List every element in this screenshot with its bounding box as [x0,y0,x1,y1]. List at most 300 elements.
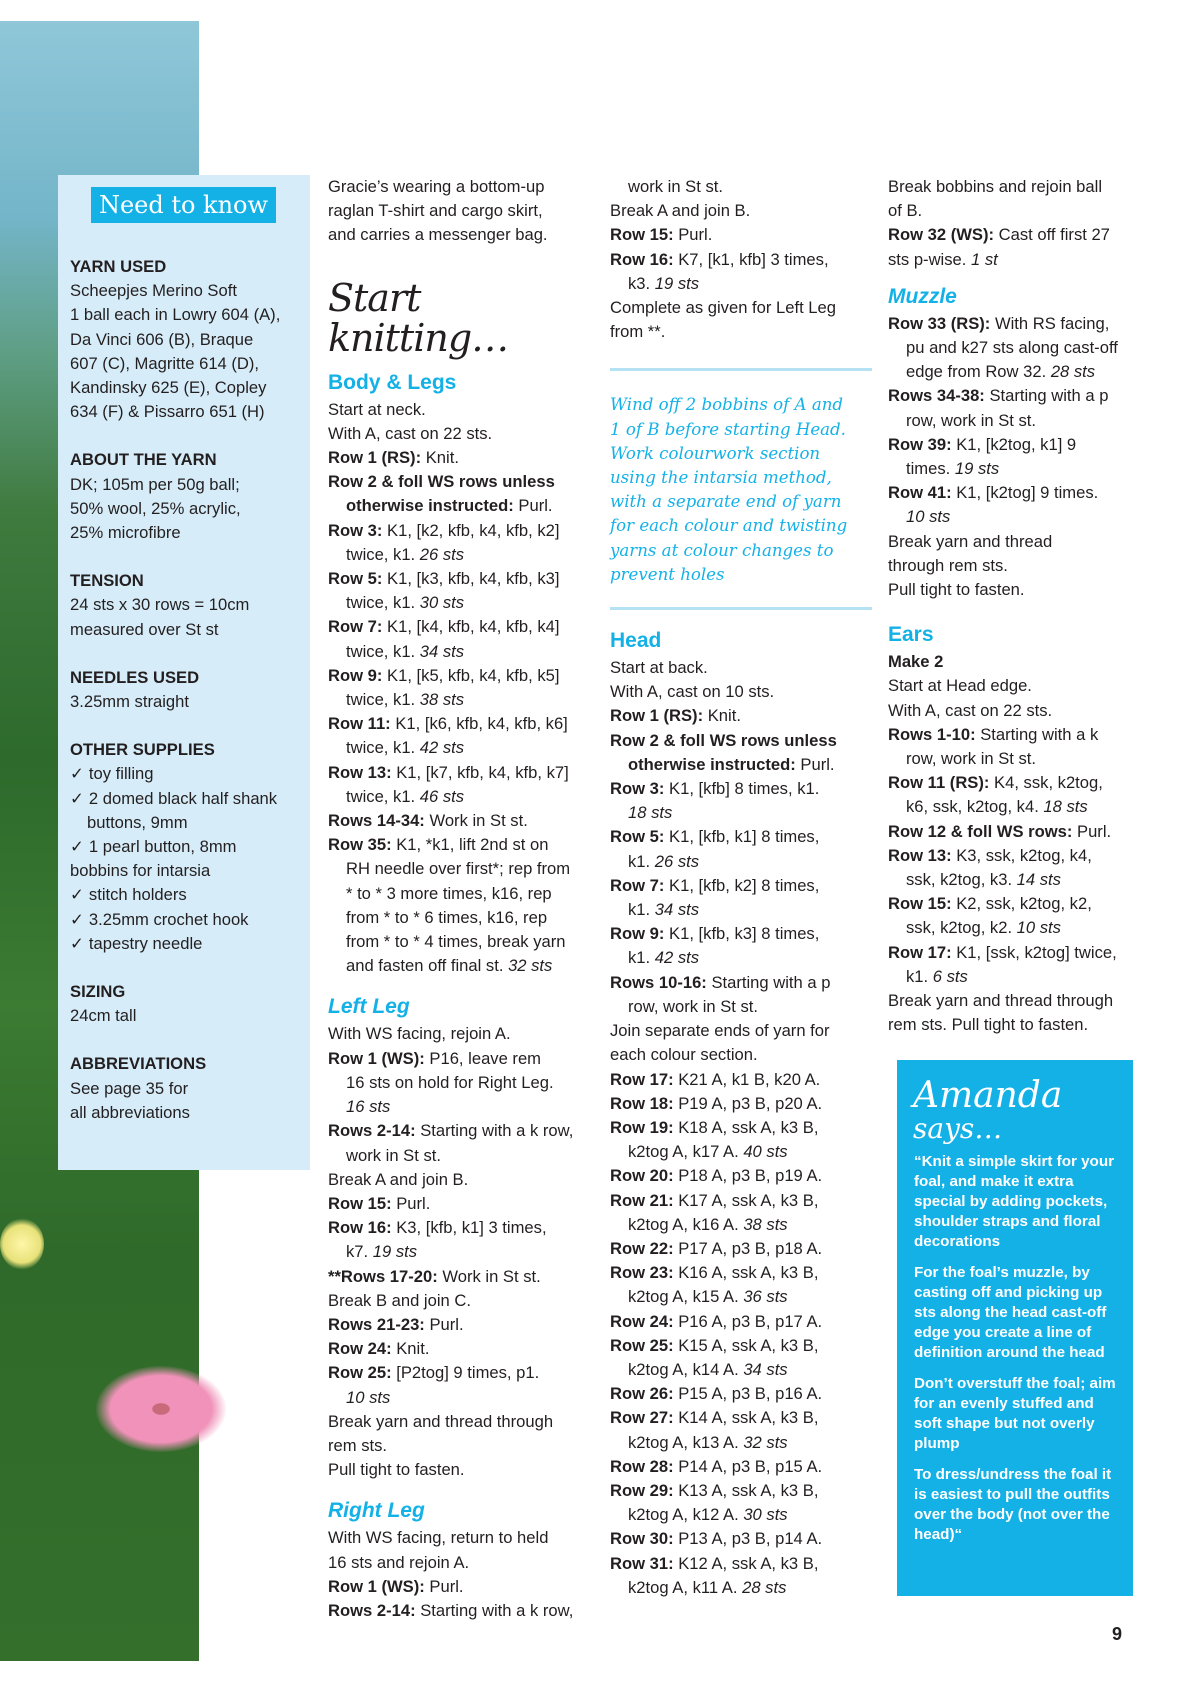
row-label: Row 13: [888,845,952,865]
row-text: twice, k1. [346,786,420,806]
row-label: Row 15: [888,894,952,914]
pattern-line: Break B and join C. [328,1290,471,1310]
stitch-count: 26 sts [654,851,700,871]
row-text: K13 A, ssk A, k3 B, [673,1480,819,1500]
row-instruction [610,1310,872,1334]
row-instruction [888,892,1150,916]
abbrev-line: See page 35 for [70,1078,189,1098]
supply-item: ✓ 2 domed black half shank [70,787,302,811]
note-line: with a separate end of yarn [610,492,842,512]
row-label: Row 15: [328,1193,392,1213]
row-cont [328,591,598,615]
tip-paragraph: For the foal’s muzzle, by casting off and picking up sts along the head cast-off edge you create a line of definition around the head [914,1264,1107,1361]
row-text: Knit. [421,448,459,468]
section-title-body-legs: Body & Legs [328,370,457,394]
row-label: Row 16: [610,249,674,269]
stitch-count: 26 sts [419,544,465,564]
row-instruction [610,1116,872,1140]
row-label: Row 5: [610,827,665,847]
row-cont [610,898,872,922]
row-text: Purl. [673,225,713,245]
row-label: otherwise instructed: [346,496,514,516]
row-text: K21 A, k1 B, k20 A. [673,1069,821,1089]
stitch-count: 19 sts [954,459,1000,479]
pattern-line: Break A and join B. [328,1169,469,1189]
section-heading: TENSION [70,571,144,591]
row-text: P17 A, p3 B, p18 A. [673,1238,823,1258]
stitch-count: 46 sts [419,786,465,806]
row-instruction [328,446,598,470]
row-cont [610,1213,872,1237]
stitch-count: 1 st [971,249,998,269]
row-text: times. [906,459,955,479]
row-cont: from * to * 6 times, k16, rep [346,907,548,927]
row-instruction [610,704,872,728]
row-instruction [610,223,872,247]
row-text: With RS facing, [990,313,1110,333]
section-title-right-leg: Right Leg [328,1499,425,1523]
row-label: Rows 10-16: [610,972,707,992]
row-label: Row 7: [328,617,383,637]
row-instruction [328,1337,598,1361]
row-instruction [610,1261,872,1285]
row-text: K1, [k6, kfb, k4, kfb, k6] [390,714,568,734]
row-text: k1. [628,948,655,968]
row-cont [888,965,1150,989]
yarn-line: 634 (F) & Pissarro 651 (H) [70,402,265,422]
pattern-line: Start at back. [610,658,708,678]
row-instruction [888,844,1150,868]
row-text: Purl. [1072,821,1112,841]
tip-paragraph: “Knit a simple skirt for your foal, and make it extra special by adding pockets, shoulder straps and floral decorations [914,1153,1115,1250]
row-instruction [328,761,598,785]
stitch-count: 42 sts [654,948,700,968]
tip-paragraph: Don’t overstuff the foal; aim for an evenly stuffed and soft shape but not overly plump [914,1375,1116,1452]
intarsia-note [610,368,872,610]
pattern-line: rem sts. Pull tight to fasten. [888,1015,1089,1035]
row-text: K1, [k5, kfb, k4, kfb, k5] [382,665,560,685]
row-cont: work in St st. [346,1145,441,1165]
row-text: K15 A, ssk A, k3 B, [673,1335,819,1355]
pattern-line: With A, cast on 10 sts. [610,682,775,702]
row-label: Row 35: [328,835,392,855]
section-heading: YARN USED [70,257,167,276]
intro-line: Gracie’s wearing a bottom-up [328,177,545,196]
row-instruction [610,777,872,801]
row-instruction [610,825,872,849]
stitch-count: 10 sts [1016,918,1061,938]
about-line: 25% microfibre [70,523,181,543]
pattern-line: Join separate ends of yarn for [610,1021,830,1041]
pattern-line: each colour section. [610,1045,758,1065]
row-label: Row 26: [610,1384,674,1404]
row-text: K1, *k1, lift 2nd st on [391,835,549,855]
row-cont: * to * 3 more times, k16, rep [346,883,552,903]
row-text: K4, ssk, k2tog, [989,773,1103,793]
row-text: K3, ssk, k2tog, k4, [951,845,1092,865]
section-title-left-leg: Left Leg [328,995,410,1019]
row-label: Row 30: [610,1529,674,1549]
section-heading: OTHER SUPPLIES [70,740,215,760]
note-line: prevent holes [610,564,725,584]
stitch-count: 18 sts [1043,797,1088,817]
row-text: K2, ssk, k2tog, k2, [951,894,1092,914]
row-label: Row 1 (WS): [328,1576,425,1596]
sizing-line: 24cm tall [70,1006,137,1026]
needles-line: 3.25mm straight [70,692,189,712]
row-text: K1, [k2tog] 9 times. [951,483,1099,503]
row-text: K1, [k3, kfb, k4, kfb, k3] [382,569,560,589]
intro-line: and carries a messenger bag. [328,225,548,245]
row-cont [888,868,1150,892]
row-cont: work in St st. [628,177,723,196]
pattern-line: Break yarn and thread through [328,1411,554,1431]
row-cont [610,1503,872,1527]
row-cont: row, work in St st. [906,749,1037,769]
row-instruction [888,723,1150,747]
row-instruction [610,971,872,995]
row-label: Row 2 & foll WS rows unless [328,472,555,492]
row-label: Row 22: [610,1238,674,1258]
row-cont [328,688,598,712]
row-text: k3. [628,273,655,293]
row-text: k1. [628,851,655,871]
row-instruction [888,820,1150,844]
yellow-flower [0,1218,44,1270]
row-label: Rows 1-10: [888,724,976,744]
row-label: Rows 21-23: [328,1314,425,1334]
stitch-count: 42 sts [419,738,465,758]
row-text: k2tog A, k17 A. [628,1142,744,1162]
row-label: Row 20: [610,1166,674,1186]
amanda-says-box [897,1060,1133,1596]
section-heading: ABBREVIATIONS [70,1054,207,1074]
row-text: k2tog A, k14 A. [628,1359,744,1379]
row-text: K1, [k2tog, k1] 9 [951,434,1077,454]
pattern-line: With A, cast on 22 sts. [888,700,1053,720]
row-label: Row 11: [328,714,391,734]
stitch-count: 10 sts [346,1387,391,1407]
pattern-line: Break yarn and thread through [888,991,1114,1011]
supply-item: ✓ toy filling [70,762,302,786]
row-instruction [888,223,1150,247]
section-title-muzzle: Muzzle [888,284,957,308]
row-instruction [328,1575,598,1599]
start-knitting-title: Start knitting… [328,275,509,360]
row-instruction [610,922,872,946]
row-label: Row 1 (RS): [328,448,422,468]
amanda-title: Amanda [913,1075,1063,1116]
row-label: Row 23: [610,1263,674,1283]
row-text: Purl. [424,1314,464,1334]
row-text: K1, [kfb] 8 times, k1. [664,779,820,799]
supply-item-cont: buttons, 9mm [87,812,188,832]
row-instruction [888,481,1150,505]
stitch-count: 30 sts [743,1505,788,1525]
row-text: ssk, k2tog, k2. [906,918,1017,938]
supply-item: ✓ 3.25mm crochet hook [70,908,302,932]
row-label: Row 27: [610,1408,674,1428]
row-instruction [888,384,1150,408]
pattern-line: With A, cast on 22 sts. [328,423,493,443]
pattern-line: rem sts. [328,1435,388,1455]
row-label: Row 21: [610,1190,674,1210]
pattern-line: Pull tight to fasten. [328,1460,465,1480]
note-line: using the intarsia method, [610,468,832,488]
row-text: Purl. [424,1576,464,1596]
abbrev-line: all abbreviations [70,1102,190,1122]
supply-item: ✓ 1 pearl button, 8mm [70,835,302,859]
row-instruction [610,1189,872,1213]
row-label: Row 24: [328,1339,392,1359]
row-label: Row 9: [610,924,665,944]
row-text: twice, k1. [346,593,420,613]
stitch-count: 38 sts [743,1214,788,1234]
yarn-line: Kandinsky 625 (E), Copley [70,378,267,398]
row-text: K16 A, ssk A, k3 B, [673,1263,819,1283]
pattern-line: Break bobbins and rejoin ball [888,177,1103,196]
row-text: k2tog A, k13 A. [628,1432,744,1452]
row-cont [610,1358,872,1382]
row-label: Row 29: [610,1480,674,1500]
stitch-count: 36 sts [743,1287,788,1307]
row-label: Rows 2-14: [328,1121,416,1141]
note-line: Wind off 2 bobbins of A and [610,395,844,415]
row-instruction [328,615,598,639]
row-label: Row 12 & foll WS rows: [888,821,1073,841]
row-label: Row 16: [328,1218,392,1238]
row-instruction [888,433,1150,457]
row-label: Row 2 & foll WS rows unless [610,730,837,750]
stitch-count: 34 sts [654,900,700,920]
row-instruction [610,1068,872,1092]
row-cont [328,1240,598,1264]
row-text: K17 A, ssk A, k3 B, [673,1190,819,1210]
row-text: sts p-wise. [888,249,971,269]
stitch-count: 40 sts [743,1142,788,1162]
row-instruction [328,567,598,591]
row-cont [328,785,598,809]
note-line: yarns at colour changes to [610,540,834,560]
row-cont [888,795,1150,819]
need-to-know-body [70,255,302,1125]
make-count: Make 2 [888,652,944,672]
row-instruction [328,1361,598,1385]
stitch-count: 28 sts [1050,362,1096,382]
row-text: Purl. [795,754,835,774]
yarn-line: Da Vinci 606 (B), Braque [70,329,254,349]
row-cont [610,1140,872,1164]
row-cont [888,916,1150,940]
stitch-count: 14 sts [1016,870,1061,890]
row-label: Rows 34-38: [888,386,985,406]
row-text: twice, k1. [346,738,420,758]
row-label: **Rows 17-20: [328,1266,438,1286]
row-label: Rows 14-34: [328,811,425,831]
row-label: Row 32 (WS): [888,225,995,245]
row-text: K1, [kfb, k2] 8 times, [664,875,820,895]
row-text: k2tog A, k11 A. [628,1577,743,1597]
row-text: Cast off first 27 [994,225,1110,245]
row-instruction [328,833,598,857]
row-text: Work in St st. [437,1266,541,1286]
row-instruction [328,1599,598,1623]
row-instruction [610,1092,872,1116]
section-heading: NEEDLES USED [70,667,200,687]
stitch-count: 19 sts [654,273,700,293]
row-cont [328,640,598,664]
about-line: 50% wool, 25% acrylic, [70,498,241,518]
row-cont: 16 sts on hold for Right Leg. [346,1072,554,1092]
row-instruction [610,1334,872,1358]
row-instruction [328,519,598,543]
row-cont [328,736,598,760]
tip-paragraph: To dress/undress the foal it is easiest to pull the outfits over the body (not over the head)“ [914,1466,1112,1543]
row-text: Starting with a k [975,724,1099,744]
row-cont: RH needle over first*; rep from [346,859,571,879]
row-text: twice, k1. [346,641,420,661]
row-label: Row 24: [610,1311,674,1331]
row-cont [888,457,1150,481]
row-text: K18 A, ssk A, k3 B, [673,1117,819,1137]
row-label: Row 17: [610,1069,674,1089]
row-text: k1. [628,900,655,920]
row-instruction [328,494,598,518]
pattern-line: With WS facing, rejoin A. [328,1024,511,1044]
row-text: k1. [906,966,933,986]
row-label: Row 18: [610,1093,674,1113]
row-text: P14 A, p3 B, p15 A. [673,1456,823,1476]
stitch-count: 34 sts [419,641,465,661]
row-text: K1, [k2, kfb, k4, kfb, k2] [382,520,560,540]
intro-line: raglan T-shirt and cargo skirt, [328,201,543,221]
row-instruction [610,1527,872,1551]
row-text: Starting with a p [706,972,831,992]
row-cont [610,272,872,296]
row-text: Purl. [513,496,553,516]
row-text: edge from Row 32. [906,362,1051,382]
row-text: K7, [k1, kfb] 3 times, [673,249,829,269]
row-instruction [610,1164,872,1188]
yarn-line: 1 ball each in Lowry 604 (A), [70,305,281,325]
row-text: Knit. [703,706,741,726]
supply-item: ✓ stitch holders [70,883,302,907]
row-instruction [610,874,872,898]
section-heading: ABOUT THE YARN [70,450,217,470]
row-label: Row 39: [888,434,952,454]
row-instruction [328,712,598,736]
row-cont [610,1285,872,1309]
row-instruction [888,941,1150,965]
amanda-tips [914,1152,1120,1556]
row-label: Row 7: [610,875,665,895]
yarn-line: 607 (C), Magritte 614 (D), [70,353,260,373]
row-label: Row 3: [328,520,383,540]
row-text: K1, [k4, kfb, k4, kfb, k4] [382,617,560,637]
pattern-column-3 [888,175,1150,1038]
pattern-line: through rem sts. [888,555,1008,575]
row-text: [P2tog] 9 times, p1. [391,1363,540,1383]
stitch-count: 38 sts [419,690,465,710]
row-label: Row 33 (RS): [888,313,991,333]
row-label: Row 25: [610,1335,674,1355]
row-cont: pu and k27 sts along cast-off [906,338,1118,358]
row-cont [888,248,1150,272]
pattern-line: from **. [610,322,666,342]
row-instruction [328,1192,598,1216]
row-text: ssk, k2tog, k3. [906,870,1017,890]
row-instruction [328,1313,598,1337]
row-cont [328,954,598,978]
row-text: and fasten off final st. [346,956,509,976]
pattern-line: Break yarn and thread [888,531,1053,551]
row-cont: row, work in St st. [628,996,759,1016]
row-text: P19 A, p3 B, p20 A. [673,1093,823,1113]
row-text: P15 A, p3 B, p16 A. [673,1384,823,1404]
row-instruction [610,753,872,777]
row-instruction [610,248,872,272]
stitch-count: 32 sts [743,1432,788,1452]
row-instruction [328,809,598,833]
note-line: for each colour and twisting [610,516,848,536]
row-instruction [610,1237,872,1261]
row-label: Row 1 (WS): [328,1048,425,1068]
tension-line: 24 sts x 30 rows = 10cm [70,595,250,615]
need-to-know-title: Need to know [91,187,276,223]
stitch-count: 16 sts [346,1097,391,1117]
stitch-count: 19 sts [372,1242,418,1262]
supply-item: bobbins for intarsia [70,861,211,881]
row-instruction [610,1479,872,1503]
pink-flower [96,1366,226,1452]
pattern-line: 16 sts and rejoin A. [328,1552,470,1572]
row-label: Row 41: [888,483,952,503]
row-instruction [328,1047,598,1071]
row-cont [888,360,1150,384]
row-text: twice, k1. [346,544,420,564]
row-label: Row 5: [328,569,383,589]
row-text: K1, [kfb, k1] 8 times, [664,827,820,847]
stitch-count: 10 sts [906,507,951,527]
section-title-head: Head [610,629,662,653]
row-cont [610,1576,872,1600]
row-cont [610,1431,872,1455]
row-label: Row 25: [328,1363,392,1383]
stitch-count: 34 sts [743,1359,788,1379]
row-label: Row 28: [610,1456,674,1476]
pattern-line: With WS facing, return to held [328,1528,549,1548]
row-cont: from * to * 4 times, break yarn [346,932,566,952]
row-label: Row 11 (RS): [888,773,990,793]
yarn-line: Scheepjes Merino Soft [70,281,237,301]
row-text: Starting with a p [984,386,1109,406]
note-line: Work colourwork section [610,443,821,463]
row-label: otherwise instructed: [628,754,796,774]
row-label: Row 1 (RS): [610,706,704,726]
row-instruction [328,1119,598,1143]
row-cont [610,946,872,970]
row-text: K1, [kfb, k3] 8 times, [664,924,820,944]
row-label: Row 9: [328,665,383,685]
row-cont [610,850,872,874]
row-instruction [610,1406,872,1430]
row-instruction [610,1382,872,1406]
page-number: 9 [1112,1624,1123,1644]
tension-line: measured over St st [70,619,219,639]
row-label: Row 3: [610,779,665,799]
section-heading: SIZING [70,982,126,1002]
row-cont [328,543,598,567]
